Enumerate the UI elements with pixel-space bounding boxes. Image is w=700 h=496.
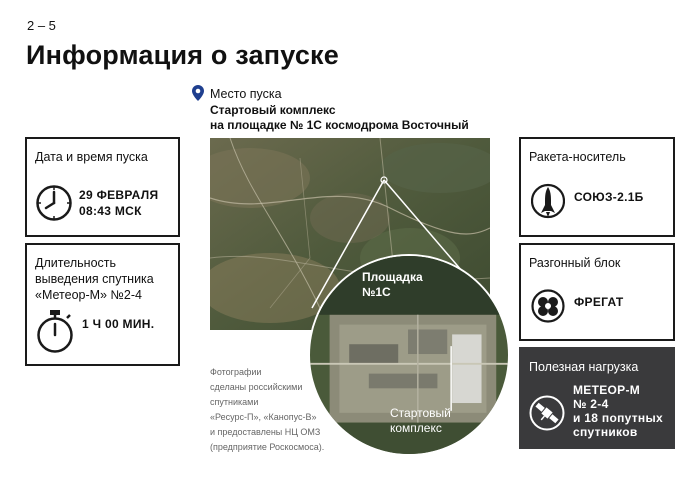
zoom-title: Площадка №1С bbox=[362, 270, 423, 299]
launch-vehicle-label: Ракета-носитель bbox=[529, 150, 626, 164]
launch-vehicle-card bbox=[519, 137, 675, 237]
launch-complex-label: Стартовый комплекс bbox=[390, 406, 451, 435]
page-title: Информация о запуске bbox=[26, 40, 339, 70]
insertion-duration-value: 1 Ч 00 МИН. bbox=[82, 317, 155, 331]
upper-stage-icon bbox=[531, 289, 565, 323]
launch-site-label: Место пуска bbox=[210, 87, 282, 101]
upper-stage-label: Разгонный блок bbox=[529, 256, 621, 270]
payload-card bbox=[519, 347, 675, 449]
upper-stage-card bbox=[519, 243, 675, 341]
launch-site-name: Стартовый комплекс на площадке № 1С космодрома Восточный bbox=[210, 103, 469, 132]
rocket-icon bbox=[531, 181, 565, 221]
page-number: 2 – 5 bbox=[27, 18, 56, 33]
photo-caption: Фотографии сделаны российскими спутниками «Ресурс-П», «Канопус-В» и предоставлены НЦ ОМЗ (предприятие Роскосмоса). bbox=[210, 367, 325, 452]
stopwatch-icon bbox=[35, 309, 75, 353]
launch-vehicle-value: СОЮЗ-2.1Б bbox=[574, 190, 644, 204]
launch-datetime-value: 29 ФЕВРАЛЯ 08:43 МСК bbox=[79, 188, 159, 218]
insertion-duration-card bbox=[25, 243, 180, 366]
clock-icon bbox=[35, 184, 73, 222]
upper-stage-value: ФРЕГАТ bbox=[574, 295, 624, 309]
payload-label: Полезная нагрузка bbox=[529, 360, 639, 374]
launch-datetime-card bbox=[25, 137, 180, 237]
location-pin-icon bbox=[192, 85, 204, 101]
launch-datetime-label: Дата и время пуска bbox=[35, 150, 148, 164]
payload-value: МЕТЕОР-М № 2-4 и 18 попутных спутников bbox=[573, 383, 663, 439]
satellite-icon bbox=[529, 395, 565, 431]
insertion-duration-label: Длительность выведения спутника «Метеор-М» №2-4 bbox=[35, 256, 154, 302]
